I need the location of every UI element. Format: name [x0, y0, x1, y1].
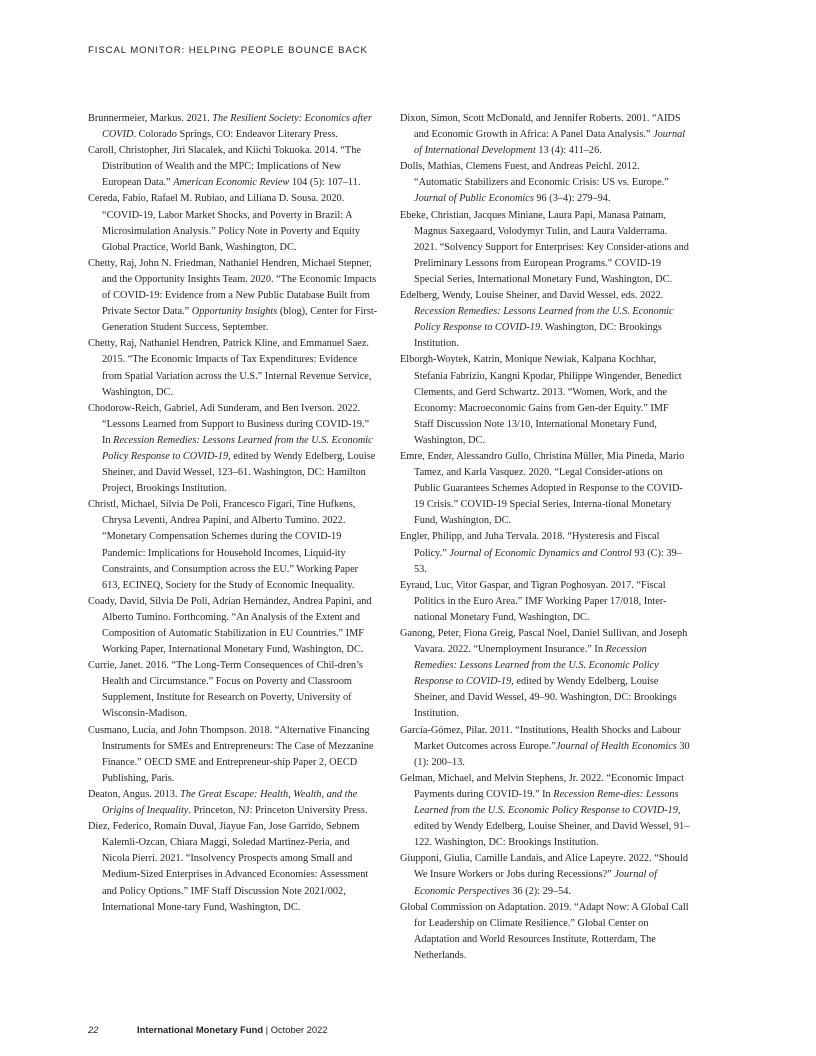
reference-entry: Cereda, Fabio, Rafael M. Rubiao, and Liliana D. Sousa. 2020. “COVID-19, Labor Market Shocks, and Poverty in Brazil: A Microsimulation Analysis.” Policy Note in Poverty and Equity Global Practice, World Bank, Washington, DC.: [88, 193, 360, 253]
reference-entry: García-Gómez, Pilar. 2011. “Institutions, Health Shocks and Labour Market Outcomes across Europe.”Journal of Health Economics 30 (1): 200–13.: [400, 724, 690, 768]
reference-entry: Brunnermeier, Markus. 2021. The Resilient Society: Economics after COVID. Colorado Springs, CO: Endeavor Literary Press.: [88, 113, 372, 141]
reference-entry: Coady, David, Silvia De Poli, Adrian Hernández, Andrea Papini, and Alberto Tumino. Forthcoming. “An Analysis of the Extent and Composition of Automatic Stabilization in EU Countries.” IMF Working Paper, International Monetary Fund, Washington, DC.: [88, 595, 372, 656]
footer-separator: |: [265, 1024, 269, 1035]
reference-entry: Deaton, Angus. 2013. The Great Escape: Health, Wealth, and the Origins of Inequality. Princeton, NJ: Princeton University Press.: [88, 788, 368, 817]
reference-entry: Chetty, Raj, Nathaniel Hendren, Patrick Kline, and Emmanuel Saez. 2015. “The Economic Impacts of Tax Expenditures: Evidence from Spatial Variation across the U.S.” Internal Revenue Service, Washington, DC.: [88, 338, 372, 398]
reference-entry: Christl, Michael, Silvia De Poli, Francesco Figari, Tine Hufkens, Chrysa Leventi, Andrea Papini, and Alberto Tumino. 2022. “Monetary Compensation Schemes during the COVID-19 Pandemic: Implications for Household Incomes, Liquid-ity Constraints, and Consumption across the EU.” Working Paper 613, ECINEQ, Society for the Study of Economic Inequality.: [88, 499, 359, 591]
references-right-column: [400, 111, 690, 964]
reference-entry: Global Commission on Adaptation. 2019. “Adapt Now: A Global Call for Leadership on Climate Resilience.” Global Center on Adaptation and World Resources Institute, Rotterdam, The Netherlands.: [400, 901, 689, 961]
reference-entry: Ganong, Peter, Fiona Greig, Pascal Noel, Daniel Sullivan, and Joseph Vavara. 2022. “Unemployment Insurance.” In Recession Remedies: Lessons Learned from the U.S. Economic Policy Response to COVID-19, edited by Wendy Edelberg, Louise Sheiner, and David Wessel, 49–90. Washington, DC: Brookings Institution.: [400, 628, 688, 720]
page-number: 22: [88, 1024, 99, 1035]
reference-entry: Emre, Ender, Alessandro Gullo, Christina Müller, Mia Pineda, Mario Tamez, and Karla Vasquez. 2020. “Legal Consider-ations on Public Guarantees Schemes Adopted in Response to the COVID-19 Crisis.” COVID-19 Special Series, Interna-tional Monetary Fund, Washington, DC.: [400, 450, 685, 527]
reference-entry: Caroll, Christopher, Jiri Slacalek, and Kiichi Tokuoka. 2014. “The Distribution of Wealth and the MPC: Implications of New European Data.” American Economic Review 104 (5): 107–11.: [88, 145, 361, 189]
reference-entry: Currie, Janet. 2016. “The Long-Term Consequences of Chil-dren’s Health and Circumstance.” Focus on Poverty and Classroom Supplement, Institute for Research on Poverty, University of Wisconsin-Madison.: [88, 660, 363, 720]
reference-entry: Cusmano, Lucia, and John Thompson. 2018. “Alternative Financing Instruments for SMEs and Entrepreneurs: The Case of Mezzanine Finance.” OECD SME and Entrepreneur-ship Paper 2, OECD Publishing, Paris.: [88, 724, 374, 784]
reference-entry: Gelman, Michael, and Melvin Stephens, Jr. 2022. “Economic Impact Payments during COVID-19.” In Recession Reme-dies: Lessons Learned from the U.S. Economic Policy Response to COVID-19, edited by Wendy Edelberg, Louise Sheiner, and David Wessel, 91–122. Washington, DC: Brookings Institution.: [400, 772, 690, 849]
page-footer: [88, 1024, 328, 1035]
reference-entry: Edelberg, Wendy, Louise Sheiner, and David Wessel, eds. 2022. Recession Remedies: Lessons Learned from the U.S. Economic Policy Response to COVID-19. Washington, DC: Brookings Institution.: [400, 290, 674, 350]
reference-entry: Dolls, Mathias, Clemens Fuest, and Andreas Peichl. 2012. “Automatic Stabilizers and Economic Crisis: US vs. Europe.” Journal of Public Economics 96 (3–4): 279–94.: [400, 161, 669, 205]
reference-entry: Chodorow-Reich, Gabriel, Adi Sunderam, and Ben Iverson. 2022. “Lessons Learned from Support to Business during COVID-19.” In Recession Remedies: Lessons Learned from the U.S. Economic Policy Response to COVID-19, edited by Wendy Edelberg, Louise Sheiner, and David Wessel, 123–61. Washington, DC: Hamilton Project, Brookings Institution.: [88, 402, 376, 495]
reference-entry: Elborgh-Woytek, Katrin, Monique Newiak, Kalpana Kochhar, Stefania Fabrizio, Kangni Kpodar, Philippe Wingender, Benedict Clements, and Gerd Schwartz. 2013. “Women, Work, and the Economy: Macroeconomic Gains from Gen-der Equity.” IMF Staff Discussion Note 13/10, International Monetary Fund, Washington, DC.: [400, 354, 682, 446]
running-header: FISCAL MONITOR: HELPING PEOPLE BOUNCE BACK: [88, 45, 368, 56]
reference-entry: Dixon, Simon, Scott McDonald, and Jennifer Roberts. 2001. “AIDS and Economic Growth in Africa: A Panel Data Analysis.” Journal of International Development 13 (4): 411–26.: [400, 113, 686, 157]
reference-entry: Chetty, Raj, John N. Friedman, Nathaniel Hendren, Michael Stepner, and the Opportunity Insights Team. 2020. “The Economic Impacts of COVID-19: Evidence from a New Public Database Built from Private Sector Data.” Opportunity Insights (blog), Center for First-Generation Student Success, September.: [88, 257, 378, 334]
footer-date: October 2022: [270, 1024, 328, 1035]
footer-organization: International Monetary Fund: [137, 1024, 264, 1035]
reference-entry: Giupponi, Giulia, Camille Landais, and Alice Lapeyre. 2022. “Should We Insure Workers or Jobs during Recessions?” Journal of Economic Perspectives 36 (2): 29–54.: [400, 853, 688, 897]
reference-entry: Ebeke, Christian, Jacques Miniane, Laura Papi, Manasa Patnam, Magnus Saxegaard, Volodymyr Tulin, and Laura Valderrama. 2021. “Solvency Support for Enterprises: Key Consider-ations and Preliminary Lessons from European Programs.” COVID-19 Special Series, International Monetary Fund, Washington, DC.: [400, 209, 689, 285]
reference-entry: Engler, Philipp, and Juha Tervala. 2018. “Hysteresis and Fiscal Policy.” Journal of Economic Dynamics and Control 93 (C): 39–53.: [400, 531, 682, 575]
reference-entry: Diez, Federico, Romain Duval, Jiayue Fan, Jose Garrido, Sebnem Kalemli-Ozcan, Chiara Maggi, Soledad Martinez-Peria, and Nicola Pierri. 2021. “Insolvency Prospects among Small and Medium-Sized Enterprises in Advanced Economies: Assessment and Policy Options.” IMF Staff Discussion Note 2021/002, International Mone-tary Fund, Washington, DC.: [88, 821, 369, 913]
reference-entry: Eyraud, Luc, Vitor Gaspar, and Tigran Poghosyan. 2017. “Fiscal Politics in the Euro Area.” IMF Working Paper 17/018, Inter-national Monetary Fund, Washington, DC.: [400, 579, 667, 623]
references-left-column: [88, 111, 378, 916]
